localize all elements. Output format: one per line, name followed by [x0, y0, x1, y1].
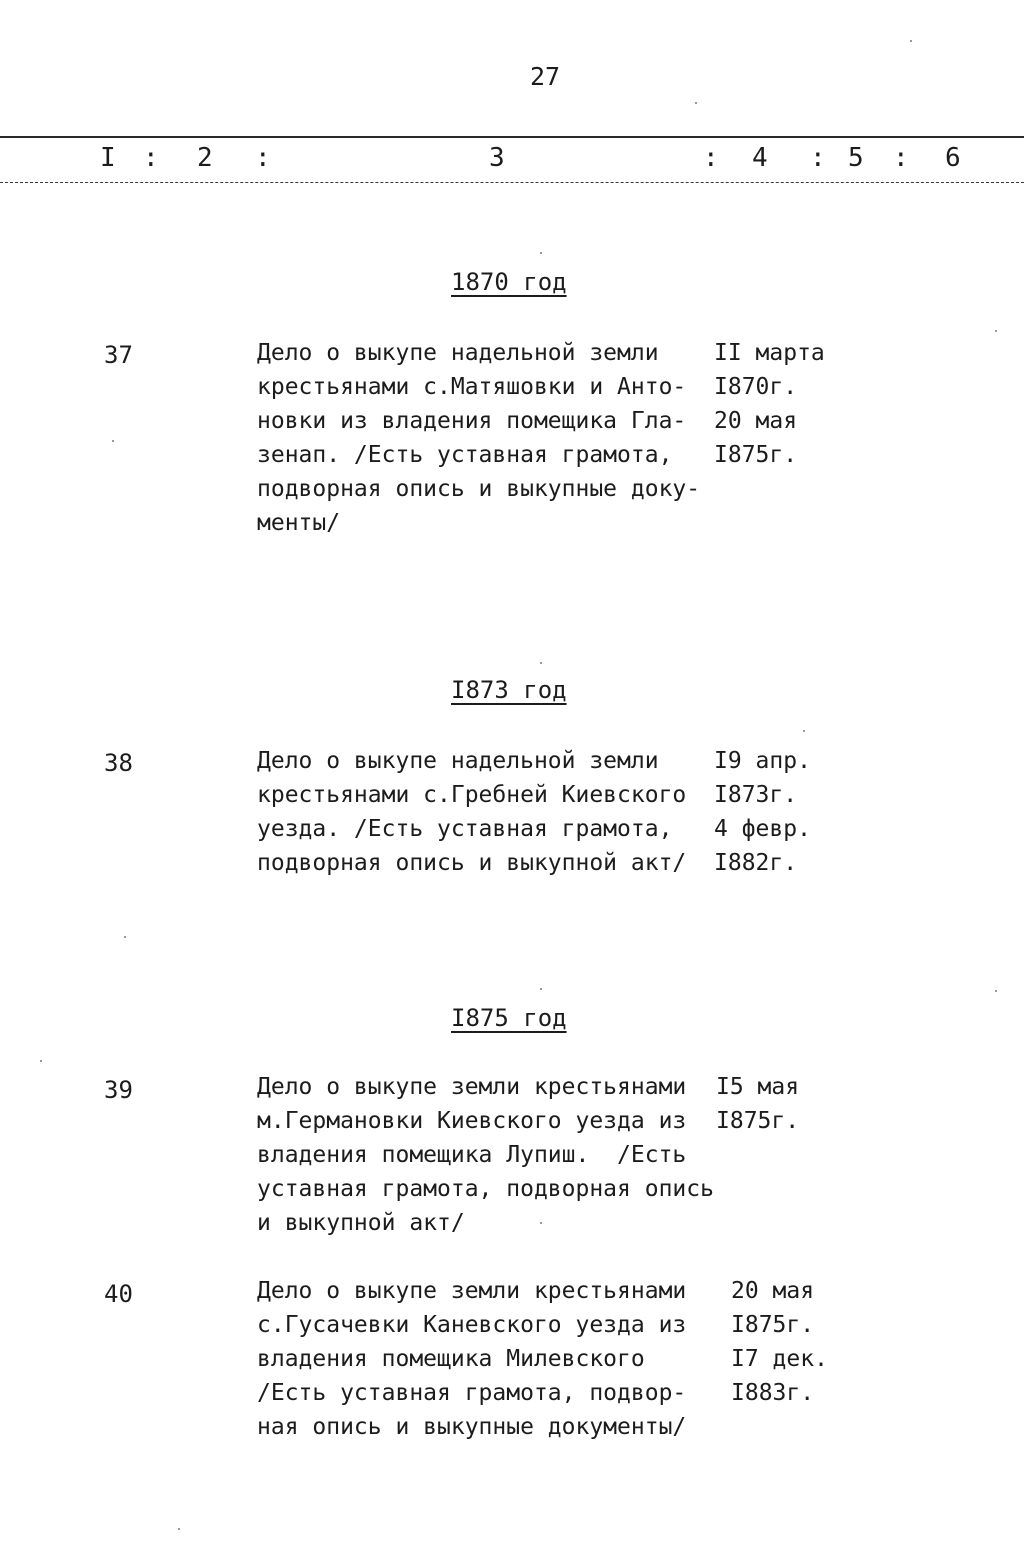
entry-number: 40 — [104, 1280, 133, 1308]
scan-speck — [910, 40, 912, 42]
description-line: Дело о выкупе земли крестьянами — [257, 1278, 687, 1304]
scan-speck — [112, 440, 114, 442]
scan-speck — [178, 1528, 180, 1530]
column-separator: : — [255, 143, 271, 173]
column-header-5: 5 — [848, 143, 864, 173]
description-line: уставная грамота, подворная опись — [257, 1176, 714, 1202]
description-line: /Есть уставная грамота, подвор- — [257, 1380, 687, 1406]
scan-speck — [995, 990, 997, 992]
page-number: 27 — [529, 62, 561, 91]
description-line: крестьянами с.Матяшовки и Анто- — [257, 374, 687, 400]
date-line: II марта — [714, 340, 825, 366]
entry-number: 37 — [104, 341, 133, 369]
scan-speck — [124, 936, 126, 938]
date-line: I870г. — [714, 374, 798, 400]
scan-speck — [995, 330, 997, 332]
header-bottom-rule — [0, 182, 1024, 183]
description-line: зенап. /Есть уставная грамота, — [257, 442, 673, 468]
entry-description — [257, 744, 727, 880]
header-top-rule — [0, 136, 1024, 138]
description-line: с.Гусачевки Каневского уезда из — [257, 1312, 687, 1338]
scan-speck — [540, 988, 542, 990]
scan-speck — [540, 252, 542, 254]
date-line: I882г. — [714, 850, 798, 876]
date-line: 20 мая — [731, 1278, 815, 1304]
column-separator: : — [893, 143, 909, 173]
description-line: владения помещика Лупиш. /Есть — [257, 1142, 687, 1168]
date-line: I7 дек. — [731, 1346, 828, 1372]
description-line: уезда. /Есть уставная грамота, — [257, 816, 673, 842]
scan-speck — [695, 102, 697, 104]
entry-dates — [731, 1274, 828, 1410]
description-line: м.Германовки Киевского уезда из — [257, 1108, 687, 1134]
year-heading: I873 год — [451, 676, 567, 704]
description-line: ная опись и выкупные документы/ — [257, 1414, 687, 1440]
date-line: I875г. — [731, 1312, 815, 1338]
description-line: Дело о выкупе надельной земли — [257, 340, 659, 366]
description-line: подворная опись и выкупной акт/ — [257, 850, 687, 876]
description-line: и выкупной акт/ — [257, 1210, 465, 1236]
date-line: I875г. — [714, 442, 798, 468]
scan-speck — [540, 1222, 542, 1224]
entry-number: 39 — [104, 1076, 133, 1104]
column-separator: : — [143, 143, 159, 173]
date-line: 4 февр. — [714, 816, 811, 842]
scan-speck — [540, 662, 542, 664]
description-line: Дело о выкупе земли крестьянами — [257, 1074, 687, 1100]
scan-speck — [40, 1060, 42, 1062]
column-header-6: 6 — [945, 143, 961, 173]
entry-dates — [714, 744, 811, 880]
date-line: I5 мая — [716, 1074, 800, 1100]
entry-description — [257, 1070, 727, 1240]
column-header-4: 4 — [752, 143, 768, 173]
entry-description — [257, 1274, 727, 1444]
description-line: менты/ — [257, 510, 341, 536]
year-heading: 1870 год — [451, 268, 567, 296]
entry-description — [257, 336, 727, 540]
description-line: подворная опись и выкупные доку- — [257, 476, 701, 502]
column-separator: : — [810, 143, 826, 173]
column-separator: : — [703, 143, 719, 173]
date-line: I883г. — [731, 1380, 815, 1406]
entry-dates — [714, 336, 825, 472]
entry-number: 38 — [104, 749, 133, 777]
entry-dates — [716, 1070, 799, 1138]
description-line: новки из владения помещика Гла- — [257, 408, 687, 434]
date-line: I873г. — [714, 782, 798, 808]
date-line: 20 мая — [714, 408, 798, 434]
column-header-2: 2 — [197, 143, 213, 173]
description-line: крестьянами с.Гребней Киевского — [257, 782, 687, 808]
column-header-1: I — [100, 143, 116, 173]
description-line: Дело о выкупе надельной земли — [257, 748, 659, 774]
description-line: владения помещика Милевского — [257, 1346, 645, 1372]
year-heading: I875 год — [451, 1004, 567, 1032]
scan-speck — [803, 730, 805, 732]
column-header-3: 3 — [489, 143, 505, 173]
date-line: I9 апр. — [714, 748, 811, 774]
date-line: I875г. — [716, 1108, 800, 1134]
